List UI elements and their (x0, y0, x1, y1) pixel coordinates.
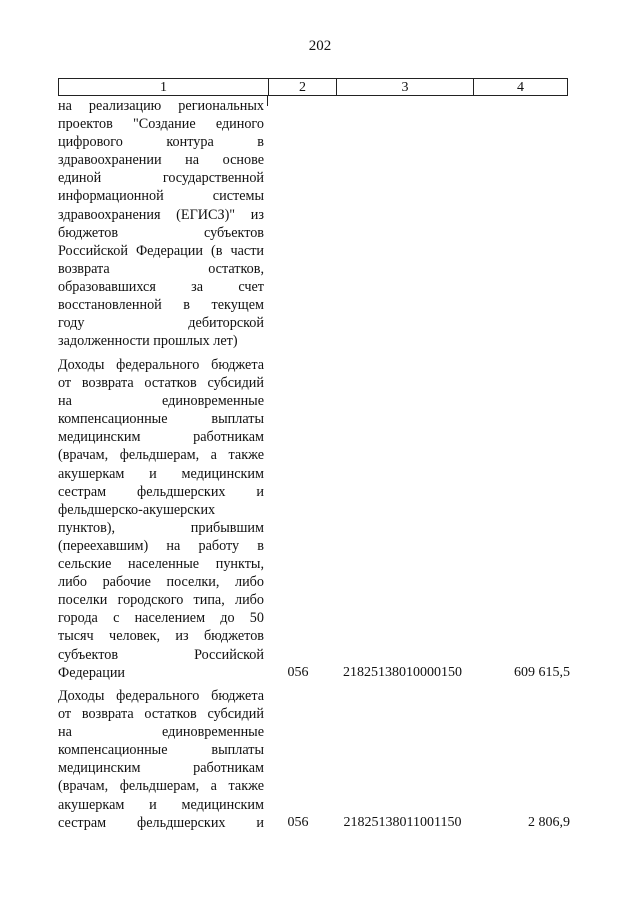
table-header-row (58, 78, 568, 96)
description-line: города с населением до 50 (58, 610, 264, 627)
description-line: (переехавшим) на работу в (58, 537, 264, 554)
description-line: Доходы федерального бюджета (58, 357, 264, 373)
description-line: Федерации (58, 664, 126, 681)
description-line: здравоохранении на основе (58, 152, 264, 169)
row-description (58, 356, 264, 682)
description-line: медицинским работникам (58, 429, 264, 446)
description-line: на реализацию региональных (58, 98, 264, 114)
description-line: проектов "Создание единого (58, 116, 264, 133)
description-line: бюджетов субъектов (58, 224, 264, 241)
description-line: акушеркам и медицинским (58, 796, 264, 813)
description-line: субъектов Российской (58, 646, 264, 663)
description-line: от возврата остатков субсидий (58, 706, 264, 723)
description-line: компенсационные выплаты (58, 742, 264, 759)
description-line: образовавшихся за счет (58, 278, 264, 295)
description-line: году дебиторской (58, 315, 264, 332)
amount: 2 806,9 (528, 814, 570, 830)
description-line: информационной системы (58, 188, 264, 205)
description-line: восстановленной в текущем (58, 297, 264, 314)
description-line: на единовременные (58, 724, 264, 741)
description-line: поселки городского типа, либо (58, 592, 264, 609)
description-line: задолженности прошлых лет) (58, 333, 238, 350)
amount: 609 615,5 (514, 664, 570, 680)
description-line: акушеркам и медицинским (58, 465, 264, 482)
description-line: возврата остатков, (58, 260, 264, 277)
budget-table (58, 78, 568, 898)
column-divider (267, 96, 268, 106)
description-line: тысяч человек, из бюджетов (58, 628, 264, 645)
page-number: 202 (308, 38, 332, 54)
description-line: Российской Федерации (в части (58, 242, 264, 259)
description-line: медицинским работникам (58, 760, 264, 777)
description-line: сестрам фельдшерских и (58, 483, 264, 500)
description-line: сестрам фельдшерских и (58, 814, 264, 831)
description-line: от возврата остатков субсидий (58, 375, 264, 392)
kbk-code: 21825138010000150 (343, 664, 462, 680)
description-line: фельдшерско-акушерских (58, 501, 216, 518)
description-line: единой государственной (58, 170, 264, 187)
description-line: пунктов), прибывшим (58, 519, 264, 536)
description-line: на единовременные (58, 393, 264, 410)
header-cell-col4: 4 (473, 79, 567, 95)
row-description (58, 687, 264, 832)
admin-code: 056 (287, 664, 309, 680)
description-line: Доходы федерального бюджета (58, 688, 264, 704)
row-description (58, 97, 264, 350)
header-cell-col1: 1 (160, 80, 167, 95)
header-cell-col2: 2 (268, 79, 336, 95)
description-line: сельские населенные пункты, (58, 556, 264, 573)
kbk-code: 21825138011001150 (343, 814, 462, 830)
description-line: либо рабочие поселки, либо (58, 574, 264, 591)
description-line: компенсационные выплаты (58, 411, 264, 428)
description-line: (врачам, фельдшерам, а также (58, 447, 264, 464)
description-line: (врачам, фельдшерам, а также (58, 778, 264, 795)
description-line: здравоохранения (ЕГИСЗ)" из (58, 206, 264, 223)
description-line: цифрового контура в (58, 134, 264, 151)
header-cell-col3: 3 (336, 79, 473, 95)
admin-code: 056 (287, 814, 309, 830)
